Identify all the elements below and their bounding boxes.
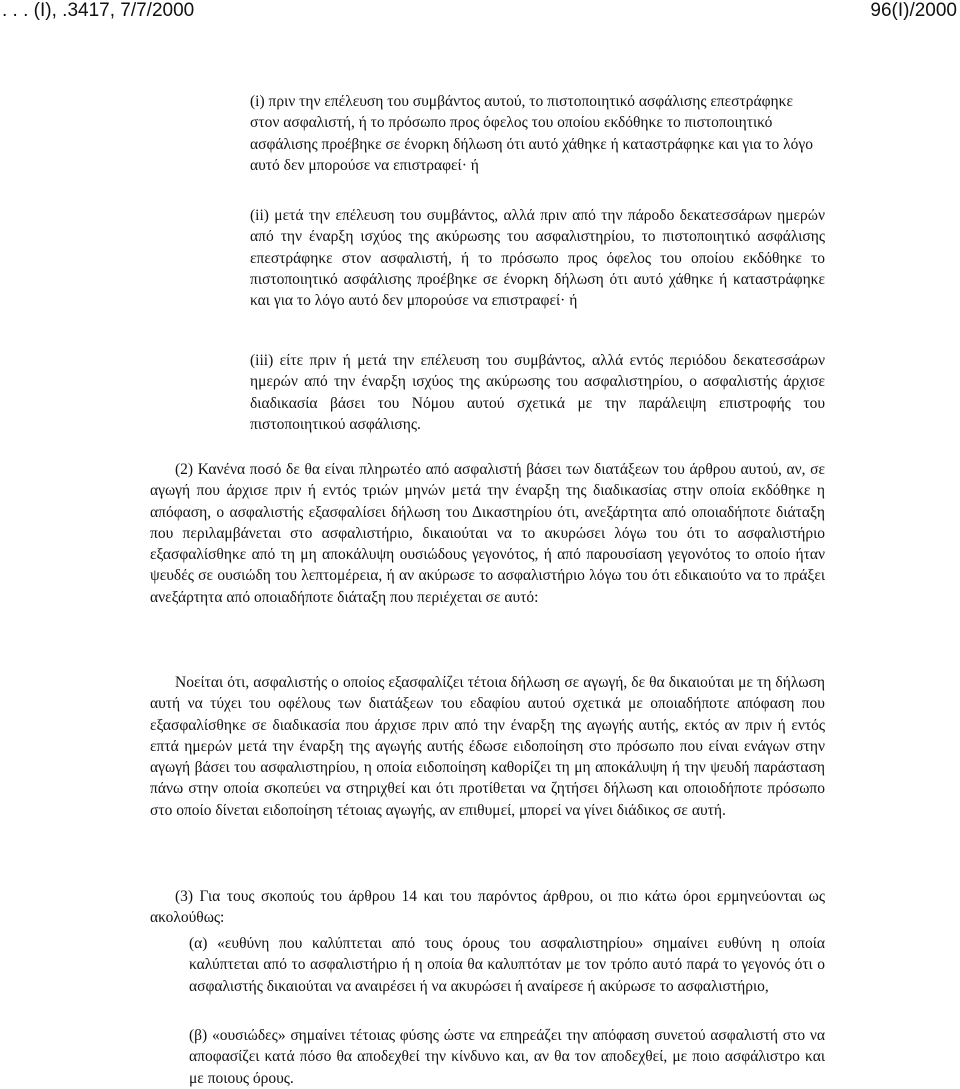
header-gazette-reference: . . . (Ι), .3417, 7/7/2000 — [2, 0, 195, 21]
definition-b: (β) «ουσιώδες» σημαίνει τέτοιας φύσης ώστε να επηρεάζει την απόφαση συνετού ασφαλιστή στο να αποφασίζει κατά πόσο θα αποδεχθεί την κίνδυνο και, αν θα τον αποδεχθεί, με ποιο ασφάλιστρο και με ποιους όρους. — [189, 1027, 825, 1087]
header-law-number: 96(Ι)/2000 — [870, 0, 957, 21]
page-header — [0, 0, 960, 30]
definition-a: (α) «ευθύνη που καλύπτεται από τους όρους του ασφαλιστηρίου» σημαίνει ευθύνη η οποία καλύπτεται από το ασφαλιστήριο ή η οποία θα καλυπτόταν με τον τρόπο αυτό παρά το γεγονός ότι ο ασφαλιστής δικαιούται να αναιρέσει ή να ακυρώσει ή αναίρεσε ή ακύρωσε το ασφαλιστήριο, — [189, 935, 825, 995]
paragraph-2: (2) Κανένα ποσό δε θα είναι πληρωτέο από ασφαλιστή βάσει των διατάξεων του άρθρου αυτού, αν, σε αγωγή που άρχισε πριν ή εντός τριών μηνών μετά την έναρξη της διαδικασίας στην οποία εκδόθηκε η απόφαση, ο ασφαλιστής εξασφαλίσει δήλωση του Δικαστηρίου ότι, ανεξάρτητα από οποιαδήποτε διάταξη που περιλαμβάνεται στο ασφαλιστήριο, δικαιούται να το ακυρώσει λόγω του ότι το ασφαλιστήριο εξασφαλίσθηκε από τη μη αποκάλυψη ουσιώδους γεγονότος, ή από παρουσίαση γεγονότος το οποίο ήταν ψευδές σε ουσιώδη του λεπτομέρεια, ή αν ακύρωσε το ασφαλιστήριο λόγω του ότι εδικαιούτο να το πράξει ανεξάρτητα από οποιαδήποτε διάταξη που περιέχεται σε αυτό: — [150, 461, 825, 606]
paragraph-3: (3) Για τους σκοπούς του άρθρου 14 και του παρόντος άρθρου, οι πιο κάτω όροι ερμηνεύονται ως ακολούθως: — [150, 888, 825, 927]
subparagraph-i: (i) πριν την επέλευση του συμβάντος αυτού, το πιστοποιητικό ασφάλισης επεστράφηκε στον ασφαλιστή, ή το πρόσωπο προς όφελος του οποίου εκδόθηκε το πιστοποιητικό ασφάλισης προέβηκε σε ένορκη δήλωση ότι αυτό χάθηκε ή καταστράφηκε και για το λόγο αυτό δεν μπορούσε να επιστραφεί· ή — [250, 93, 813, 174]
subparagraph-iii: (iii) είτε πριν ή μετά την επέλευση του συμβάντος, αλλά εντός περιόδου δεκατεσσάρων ημερών από την έναρξη ισχύος της ακύρωσης του ασφαλιστηρίου, ο ασφαλιστής άρχισε διαδικασία βάσει του Νόμου αυτού σχετικά με την παράλειψη επιστροφής του πιστοποιητικού ασφάλισης. — [250, 352, 825, 433]
proviso-paragraph: Νοείται ότι, ασφαλιστής ο οποίος εξασφαλίζει τέτοια δήλωση σε αγωγή, δε θα δικαιούται με τη δήλωση αυτή να τύχει του οφέλους των διατάξεων του εδαφίου αυτού σχετικά με οποιαδήποτε απόφαση που εξασφαλίσθηκε σε διαδικασία που άρχισε πριν από την έναρξη της αγωγής αυτής, εκτός αν πριν ή εντός επτά ημερών μετά την έναρξη της αγωγής αυτής έδωσε ειδοποίηση στο πρόσωπο που είναι ενάγων στην αγωγή βάσει του ασφαλιστηρίου, η οποία ειδοποίηση καθορίζει τη μη αποκάλυψη ή την ψευδή παράσταση πάνω στην οποία σκοπεύει να στηριχθεί και ότι προτίθεται να ζητήσει δήλωση και οποιοδήποτε πρόσωπο στο οποίο δίνεται ειδοποίηση τέτοιας αγωγής, αν επιθυμεί, μπορεί να γίνει διάδικος σε αυτή. — [150, 674, 825, 819]
subparagraph-ii: (ii) μετά την επέλευση του συμβάντος, αλλά πριν από την πάροδο δεκατεσσάρων ημερών από την έναρξη ισχύος της ακύρωσης του ασφαλιστηρίου, το πιστοποιητικό ασφάλισης επεστράφηκε στον ασφαλιστή, ή το πρόσωπο προς όφελος του οποίου εκδόθηκε το πιστοποιητικό ασφάλισης προέβηκε σε ένορκη δήλωση ότι αυτό χάθηκε ή καταστράφηκε και για το λόγο αυτό δεν μπορούσε να επιστραφεί· ή — [250, 207, 825, 310]
